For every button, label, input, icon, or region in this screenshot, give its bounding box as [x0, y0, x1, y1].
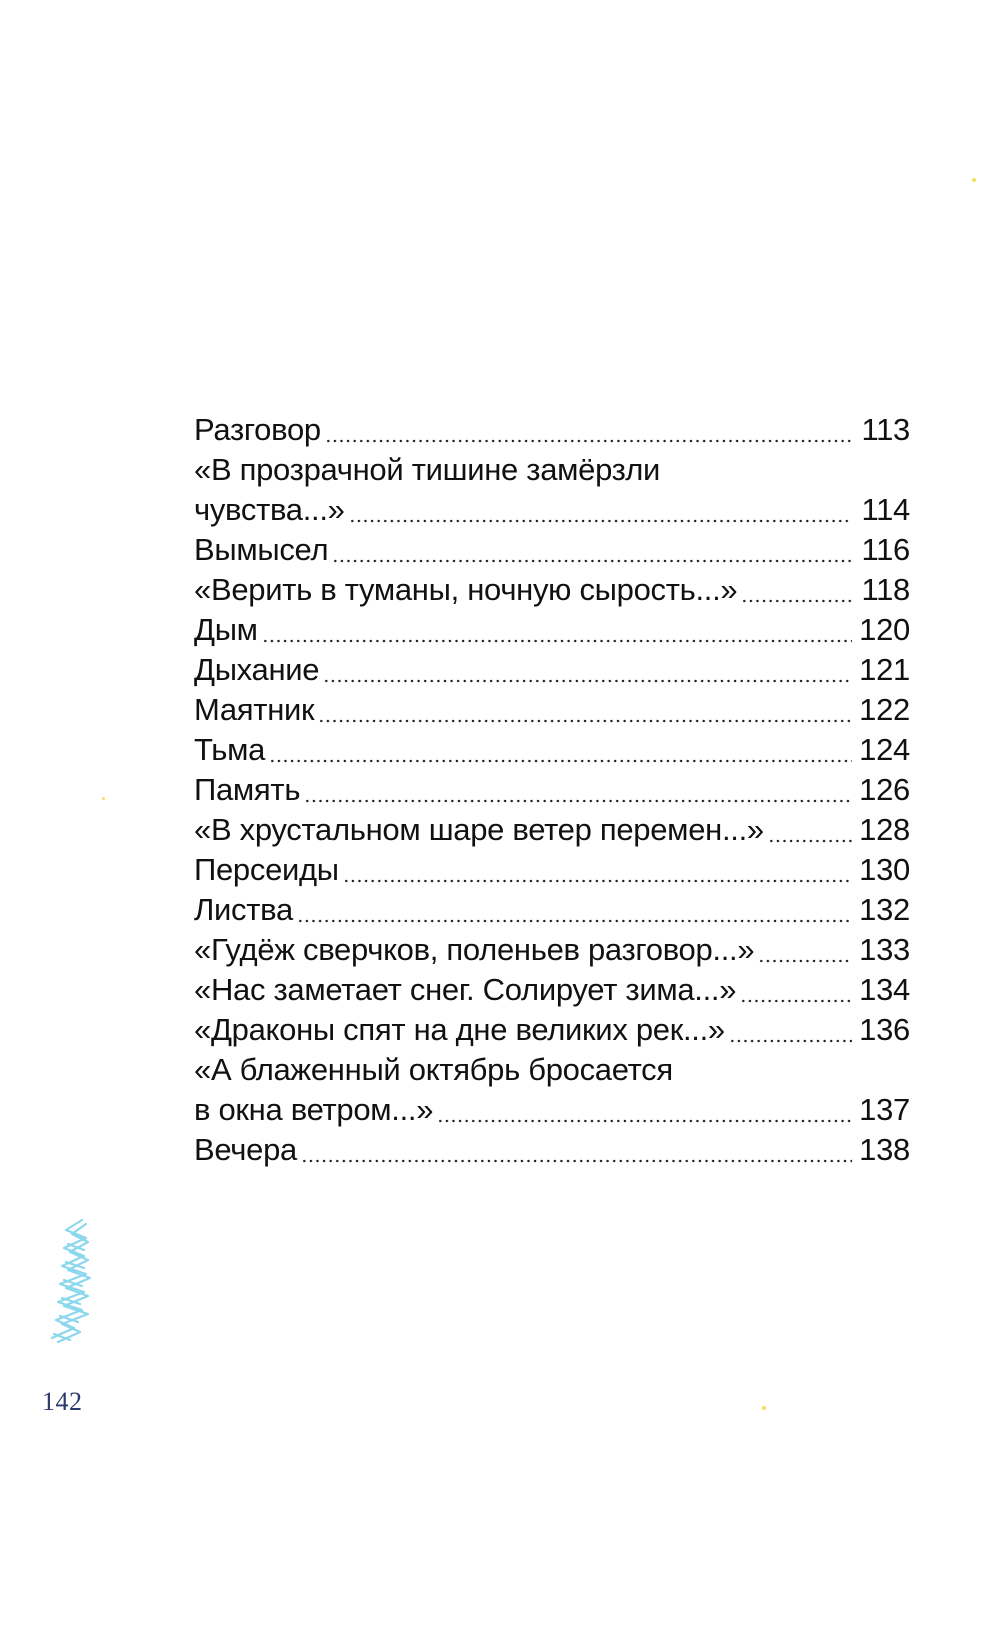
toc-entry: [194, 1010, 910, 1050]
toc-leader-dots: [437, 1119, 852, 1123]
toc-entry-page: 113: [861, 412, 910, 447]
toc-entry-page: 133: [859, 932, 910, 967]
toc-leader-dots: [741, 599, 852, 603]
toc-entry-page: 121: [859, 652, 910, 687]
toc-leader-dots: [269, 759, 852, 763]
toc-entry: [194, 730, 910, 770]
toc-leader-dots: [262, 639, 852, 643]
toc-leader-dots: [325, 439, 852, 443]
toc-entry: [194, 530, 910, 570]
toc-leader-dots: [332, 559, 852, 563]
toc-entry-title: в окна ветром...»: [194, 1092, 434, 1127]
toc-leader-dots: [758, 959, 852, 963]
toc-entry-title: Персеиды: [194, 852, 339, 887]
toc-entry-page: 136: [859, 1012, 910, 1047]
toc-entry-page: 114: [861, 492, 910, 527]
toc-leader-dots: [301, 1159, 852, 1163]
toc-entry: [194, 1090, 910, 1130]
toc-leader-dots: [768, 839, 852, 843]
toc-entry-title: «Нас заметает снег. Солирует зима...»: [194, 972, 737, 1007]
toc-entry: [194, 410, 910, 450]
toc-leader-dots: [343, 879, 852, 883]
toc-entry: [194, 850, 910, 890]
toc-entry-title: «В прозрачной тишине замёрзли: [194, 452, 661, 487]
toc-entry-title: Разговор: [194, 412, 321, 447]
toc-entry: [194, 690, 910, 730]
print-speck: [102, 797, 105, 800]
toc-entry: [194, 770, 910, 810]
toc-entry-title: «А блаженный октябрь бросается: [194, 1052, 673, 1087]
toc-entry-page: 138: [859, 1132, 910, 1167]
toc-entry-title: Дым: [194, 612, 258, 647]
table-of-contents: [194, 410, 910, 1170]
toc-entry: [194, 1050, 910, 1090]
toc-entry-page: 132: [859, 892, 910, 927]
toc-leader-dots: [323, 679, 852, 683]
toc-leader-dots: [297, 919, 852, 923]
toc-entry-page: 130: [859, 852, 910, 887]
toc-leader-dots: [304, 799, 852, 803]
toc-entry-page: 134: [859, 972, 910, 1007]
toc-entry: [194, 1130, 910, 1170]
toc-entry: [194, 490, 910, 530]
toc-entry-page: 120: [859, 612, 910, 647]
decorative-sketch-icon: [44, 1210, 94, 1350]
toc-entry: [194, 930, 910, 970]
toc-entry: [194, 610, 910, 650]
print-speck: [972, 178, 976, 182]
toc-entry-title: Дыхание: [194, 652, 320, 687]
toc-entry-title: Память: [194, 772, 301, 807]
toc-entry-title: чувства...»: [194, 492, 345, 527]
toc-entry-title: Тьма: [194, 732, 266, 767]
toc-leader-dots: [729, 1039, 852, 1043]
toc-entry-page: 124: [859, 732, 910, 767]
toc-entry-title: «В хрустальном шаре ветер перемен...»: [194, 812, 764, 847]
toc-entry-title: «Верить в туманы, ночную сырость...»: [194, 572, 738, 607]
toc-entry: [194, 650, 910, 690]
toc-entry-page: 128: [859, 812, 910, 847]
toc-entry-page: 118: [861, 572, 910, 607]
toc-leader-dots: [740, 999, 852, 1003]
toc-entry: [194, 570, 910, 610]
toc-entry: [194, 890, 910, 930]
toc-entry-title: Листва: [194, 892, 293, 927]
toc-entry-page: 116: [861, 532, 910, 567]
toc-entry-title: Маятник: [194, 692, 315, 727]
page-number: 142: [42, 1387, 83, 1416]
toc-entry-page: 122: [859, 692, 910, 727]
toc-leader-dots: [349, 519, 852, 523]
toc-entry-title: «Драконы спят на дне великих рек...»: [194, 1012, 725, 1047]
toc-entry-page: 137: [859, 1092, 910, 1127]
toc-entry-page: 126: [859, 772, 910, 807]
toc-entry-title: «Гудёж сверчков, поленьев разговор...»: [194, 932, 755, 967]
toc-entry: [194, 810, 910, 850]
toc-entry: [194, 450, 910, 490]
toc-entry-title: Вечера: [194, 1132, 297, 1167]
toc-entry-title: Вымысел: [194, 532, 329, 567]
toc-leader-dots: [318, 719, 852, 723]
toc-entry: [194, 970, 910, 1010]
print-speck: [762, 1406, 766, 1410]
